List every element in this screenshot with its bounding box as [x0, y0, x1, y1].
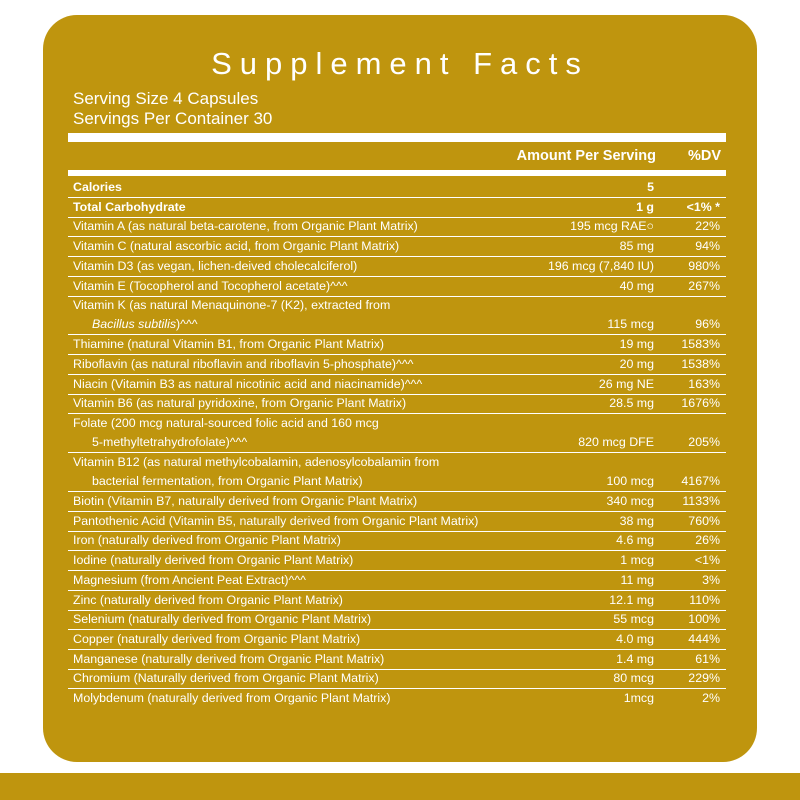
page-title: Supplement Facts — [211, 46, 589, 81]
table-row — [68, 591, 726, 611]
table-row — [68, 630, 726, 650]
table-row — [68, 512, 726, 532]
daily-value: 980% — [688, 258, 720, 273]
table-row — [68, 414, 726, 453]
nutrient-name: Zinc (naturally derived from Organic Plant Matrix) — [73, 592, 343, 607]
table-row — [68, 551, 726, 571]
table-row — [68, 650, 726, 670]
daily-value: 1133% — [682, 494, 720, 508]
dv-header: %DV — [687, 148, 721, 164]
daily-value: 1538% — [681, 356, 720, 371]
amount-per-serving: 80 mcg — [613, 671, 654, 686]
table-row — [68, 296, 726, 335]
nutrient-name-continued: bacterial fermentation, from Organic Plant Matrix) — [92, 474, 363, 488]
table-row — [68, 257, 726, 277]
amount-per-serving: 1 g — [636, 199, 654, 214]
amount-per-serving: 11 mg — [620, 572, 654, 587]
nutrient-name: Vitamin A (as natural beta-carotene, from Organic Plant Matrix) — [73, 219, 418, 234]
nutrient-name: Iron (naturally derived from Organic Plant Matrix) — [73, 533, 341, 548]
daily-value: 760% — [688, 513, 720, 528]
header-thick-rule — [68, 170, 726, 176]
amount-per-serving: 26 mg NE — [598, 376, 654, 391]
nutrient-name: Chromium (Naturally derived from Organic Plant Matrix) — [73, 671, 379, 686]
daily-value: <1% — [694, 553, 720, 568]
daily-value: 229% — [688, 671, 720, 686]
amount-per-serving: 4.6 mg — [616, 533, 654, 548]
nutrient-name-suffix: )^^^ — [176, 317, 198, 332]
amount-per-serving: 195 mcg RAE○ — [570, 219, 654, 234]
top-thick-rule — [68, 133, 726, 142]
table-row — [68, 394, 726, 414]
amount-per-serving: 40 mg — [619, 278, 654, 293]
daily-value: 110% — [689, 592, 720, 607]
nutrient-name: Vitamin K (as natural Menaquinone-7 (K2), extracted from — [73, 298, 391, 313]
table-row — [68, 453, 726, 492]
amount-per-serving: 20 mg — [619, 356, 654, 371]
amount-per-serving: 115 mcg — [607, 317, 654, 332]
amount-per-serving: 38 mg — [619, 513, 654, 528]
nutrient-name: Pantothenic Acid (Vitamin B5, naturally derived from Organic Plant Matrix) — [73, 513, 479, 528]
table-row — [68, 531, 726, 551]
daily-value: 444% — [688, 631, 720, 646]
amount-per-serving: 4.0 mg — [616, 631, 654, 646]
daily-value: 1583% — [681, 337, 720, 352]
daily-value: 26% — [695, 533, 720, 548]
amount-per-serving: 340 mcg — [606, 494, 654, 508]
daily-value: 61% — [695, 651, 720, 666]
daily-value: 205% — [688, 435, 720, 449]
table-row — [68, 492, 726, 512]
amount-per-serving: 12.1 mg — [609, 592, 654, 607]
table-row — [68, 610, 726, 630]
table-row — [68, 217, 726, 237]
species-name: Bacillus subtilis — [92, 317, 177, 332]
nutrient-name: Iodine (naturally derived from Organic Plant Matrix) — [73, 553, 354, 568]
daily-value: 267% — [688, 278, 720, 293]
amount-per-serving: 1.4 mg — [616, 651, 654, 666]
table-row — [68, 689, 726, 708]
serving-size: Serving Size 4 Capsules — [73, 89, 259, 108]
servings-per-container: Servings Per Container 30 — [73, 109, 273, 128]
daily-value: 4167% — [681, 474, 720, 488]
amount-per-serving: 5 — [647, 180, 654, 194]
daily-value: 163% — [688, 376, 720, 391]
amount-header: Amount Per Serving — [516, 148, 656, 164]
bottom-band — [0, 773, 800, 800]
table-row — [68, 571, 726, 591]
nutrient-name-continued — [92, 317, 198, 331]
amount-per-serving: 820 mcg DFE — [578, 435, 654, 449]
nutrient-name: Folate (200 mcg natural-sourced folic acid and 160 mcg — [73, 416, 379, 430]
nutrient-name: Vitamin B12 (as natural methylcobalamin, adenosylcobalamin from — [73, 455, 440, 469]
nutrient-name: Calories — [73, 180, 122, 194]
nutrient-name: Total Carbohydrate — [73, 199, 186, 214]
amount-per-serving: 1 mcg — [620, 553, 654, 568]
nutrient-name: Vitamin C (natural ascorbic acid, from Organic Plant Matrix) — [73, 239, 400, 254]
nutrient-name: Selenium (naturally derived from Organic Plant Matrix) — [73, 612, 372, 627]
daily-value: 3% — [702, 572, 720, 587]
nutrient-name: Niacin (Vitamin B3 as natural nicotinic acid and niacinamide)^^^ — [73, 376, 423, 391]
daily-value: 22% — [695, 219, 720, 234]
amount-per-serving: 19 mg — [619, 337, 654, 352]
table-row — [68, 198, 726, 218]
table-row — [68, 375, 726, 395]
nutrient-name-continued: 5-methyltetrahydrofolate)^^^ — [92, 435, 248, 449]
table-row — [68, 237, 726, 257]
nutrient-name: Biotin (Vitamin B7, naturally derived from Organic Plant Matrix) — [73, 494, 418, 508]
table-row — [68, 355, 726, 375]
table-row — [68, 335, 726, 355]
daily-value: 100% — [688, 612, 720, 627]
daily-value: 96% — [695, 317, 720, 332]
table-row — [68, 178, 726, 198]
amount-per-serving: 100 mcg — [606, 474, 654, 488]
nutrient-name: Manganese (naturally derived from Organic Plant Matrix) — [73, 651, 385, 666]
amount-per-serving: 85 mg — [619, 239, 654, 254]
daily-value: 94% — [695, 239, 720, 254]
nutrient-name: Vitamin E (Tocopherol and Tocopherol acetate)^^^ — [73, 278, 348, 293]
nutrient-name: Molybdenum (naturally derived from Organic Plant Matrix) — [73, 691, 391, 705]
table-row — [68, 277, 726, 297]
amount-per-serving: 196 mcg (7,840 IU) — [547, 258, 654, 273]
nutrient-name: Magnesium (from Ancient Peat Extract)^^^ — [73, 572, 306, 587]
daily-value: <1% * — [686, 199, 720, 214]
nutrient-name: Vitamin B6 (as natural pyridoxine, from Organic Plant Matrix) — [73, 396, 407, 411]
table-row — [68, 669, 726, 689]
nutrient-name: Vitamin D3 (as vegan, lichen-deived cholecalciferol) — [73, 258, 358, 273]
amount-per-serving: 1mcg — [623, 691, 654, 705]
nutrient-name: Copper (naturally derived from Organic Plant Matrix) — [73, 631, 361, 646]
daily-value: 1676% — [681, 396, 720, 411]
nutrient-name: Riboflavin (as natural riboflavin and riboflavin 5-phosphate)^^^ — [73, 356, 414, 371]
daily-value: 2% — [702, 691, 720, 705]
nutrient-name: Thiamine (natural Vitamin B1, from Organic Plant Matrix) — [73, 337, 385, 352]
amount-per-serving: 55 mcg — [613, 612, 654, 627]
amount-per-serving: 28.5 mg — [609, 396, 654, 411]
